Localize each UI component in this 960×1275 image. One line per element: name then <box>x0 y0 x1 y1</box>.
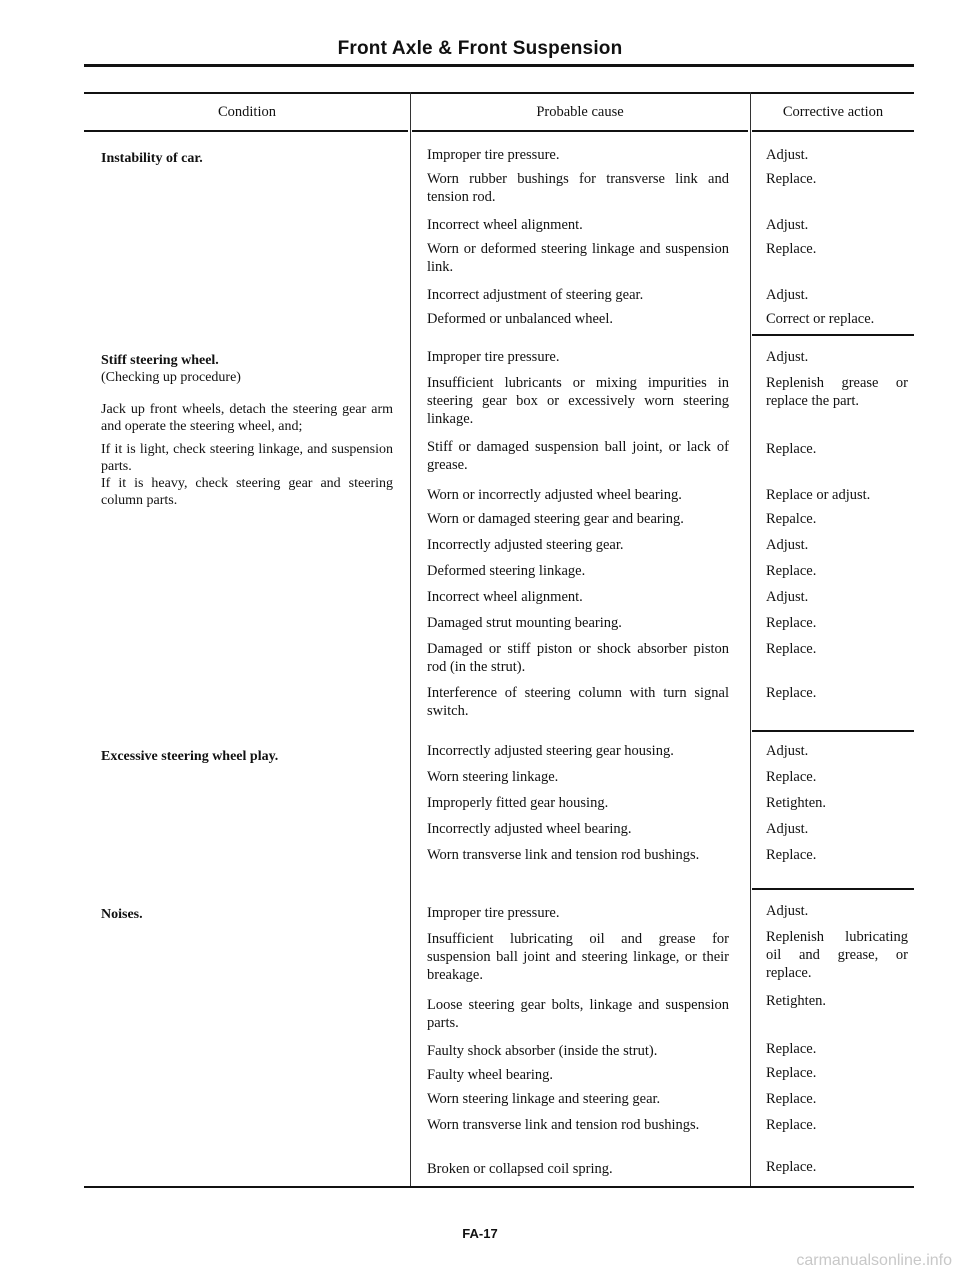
action-text: Replenish lubricating oil and grease, or replace. <box>766 929 908 981</box>
condition-text: Noises. <box>101 907 143 922</box>
action-text: Adjust. <box>766 821 809 837</box>
cause-text: Worn steering linkage. <box>427 769 559 785</box>
action-text: Replace. <box>766 685 817 701</box>
condition-procedure: If it is heavy, check steering gear and steering column parts. <box>101 476 393 508</box>
action-text: Retighten. <box>766 993 827 1009</box>
action-text: Replace. <box>766 769 817 785</box>
cause-text: Interference of steering column with turn signal switch. <box>427 685 729 719</box>
action-text: Replace. <box>766 1041 817 1057</box>
condition-noises <box>101 906 393 923</box>
cause-text: Worn steering linkage and steering gear. <box>427 1091 661 1107</box>
column-header-condition: Condition <box>217 104 276 120</box>
action-text: Replace. <box>766 1065 817 1081</box>
watermark: carmanualsonline.info <box>796 1252 952 1269</box>
section-rule-1 <box>752 334 914 336</box>
page-number: FA-17 <box>462 1226 498 1241</box>
cause-text: Damaged strut mounting bearing. <box>427 615 622 631</box>
cause-text: Damaged or stiff piston or shock absorber piston rod (in the strut). <box>427 641 729 675</box>
cause-text: Faulty wheel bearing. <box>427 1067 554 1083</box>
section-rule-2 <box>752 730 914 732</box>
cause-text: Improper tire pressure. <box>427 349 560 365</box>
cause-text: Stiff or damaged suspension ball joint, or lack of grease. <box>427 439 729 473</box>
column-divider-1 <box>410 92 411 1186</box>
condition-excessive-play <box>101 748 393 765</box>
condition-stiff-steering <box>101 352 393 509</box>
cause-text: Deformed steering linkage. <box>427 563 586 579</box>
action-text: Replace. <box>766 171 817 187</box>
cause-text: Worn or incorrectly adjusted wheel bearing. <box>427 487 682 503</box>
action-text: Replace. <box>766 615 817 631</box>
header-rule-action <box>752 130 914 132</box>
condition-text: Excessive steering wheel play. <box>101 749 279 764</box>
cause-text: Incorrect wheel alignment. <box>427 217 583 233</box>
cause-text: Faulty shock absorber (inside the strut). <box>427 1043 658 1059</box>
cause-text: Insufficient lubricating oil and grease for suspension ball joint and steering linkage, or their breakage. <box>427 931 729 983</box>
action-text: Retighten. <box>766 795 827 811</box>
action-text: Adjust. <box>766 349 809 365</box>
column-divider-2 <box>750 92 751 1186</box>
cause-text: Incorrectly adjusted steering gear housing. <box>427 743 674 759</box>
column-header-action: Corrective action <box>782 104 884 120</box>
header-rule-condition <box>84 130 408 132</box>
column-header-cause: Probable cause <box>536 104 624 120</box>
page-title: Front Axle & Front Suspension <box>337 38 623 59</box>
table-bottom-rule <box>84 1186 914 1188</box>
action-text: Replace. <box>766 847 817 863</box>
action-text: Adjust. <box>766 743 809 759</box>
condition-instability <box>101 150 393 167</box>
cause-text: Worn transverse link and tension rod bushings. <box>427 1117 700 1133</box>
table-top-rule <box>84 92 914 94</box>
title-rule <box>84 64 914 67</box>
action-text: Replace. <box>766 241 817 257</box>
cause-text: Worn or damaged steering gear and bearing. <box>427 511 684 527</box>
cause-text: Incorrectly adjusted steering gear. <box>427 537 624 553</box>
cause-text: Worn rubber bushings for transverse link and tension rod. <box>427 171 729 205</box>
condition-subtext: (Checking up procedure) <box>101 370 241 385</box>
action-text: Adjust. <box>766 589 809 605</box>
action-text: Correct or replace. <box>766 311 875 327</box>
cause-text: Improper tire pressure. <box>427 905 560 921</box>
action-text: Adjust. <box>766 147 809 163</box>
cause-text: Insufficient lubricants or mixing impurities in steering gear box or excessively worn steering linkage. <box>427 375 729 427</box>
action-text: Adjust. <box>766 217 809 233</box>
condition-procedure: If it is light, check steering linkage, and suspension parts. <box>101 442 393 474</box>
action-text: Replace. <box>766 563 817 579</box>
action-text: Replace. <box>766 641 817 657</box>
cause-text: Improper tire pressure. <box>427 147 560 163</box>
condition-text: Instability of car. <box>101 151 203 166</box>
action-text: Adjust. <box>766 537 809 553</box>
action-text: Adjust. <box>766 903 809 919</box>
action-text: Replace. <box>766 1117 817 1133</box>
cause-text: Worn or deformed steering linkage and suspension link. <box>427 241 729 275</box>
cause-text: Worn transverse link and tension rod bushings. <box>427 847 700 863</box>
action-text: Replenish grease or replace the part. <box>766 375 908 409</box>
condition-procedure: Jack up front wheels, detach the steering gear arm and operate the steering wheel, and; <box>101 402 393 434</box>
cause-text: Loose steering gear bolts, linkage and suspension parts. <box>427 997 729 1031</box>
header-rule-cause <box>412 130 748 132</box>
action-text: Replace. <box>766 1159 817 1175</box>
cause-text: Improperly fitted gear housing. <box>427 795 609 811</box>
action-text: Replace or adjust. <box>766 487 871 503</box>
cause-text: Deformed or unbalanced wheel. <box>427 311 614 327</box>
action-text: Adjust. <box>766 287 809 303</box>
action-text: Repalce. <box>766 511 817 527</box>
condition-text: Stiff steering wheel. <box>101 353 219 368</box>
cause-text: Incorrect adjustment of steering gear. <box>427 287 644 303</box>
section-rule-3 <box>752 888 914 890</box>
action-text: Replace. <box>766 1091 817 1107</box>
cause-text: Incorrect wheel alignment. <box>427 589 583 605</box>
action-text: Replace. <box>766 441 817 457</box>
cause-text: Incorrectly adjusted wheel bearing. <box>427 821 632 837</box>
cause-text: Broken or collapsed coil spring. <box>427 1161 613 1177</box>
